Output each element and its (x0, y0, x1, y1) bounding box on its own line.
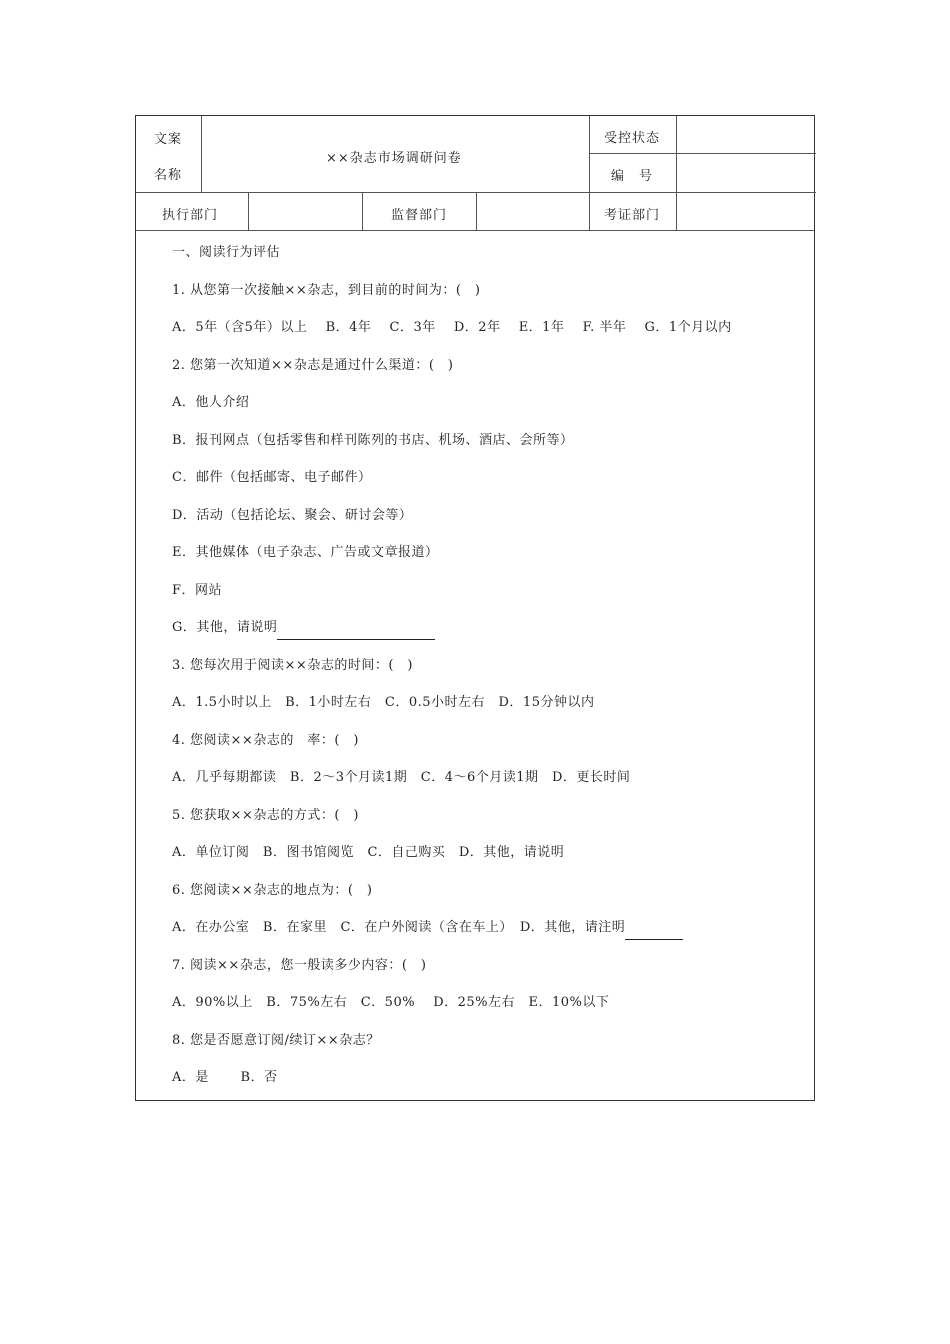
divider (248, 192, 249, 230)
answer-option: B．报刊网点（包括零售和样刊陈列的书店、机场、酒店、会所等） (172, 432, 574, 448)
question: 8. 您是否愿意订阅/续订××杂志？ (172, 1032, 380, 1048)
divider (589, 153, 816, 154)
answer-option: E．其他媒体（电子杂志、广告或文章报道） (172, 545, 439, 560)
doc-title: ××杂志市场调研问卷 (326, 151, 462, 166)
answer-option: F．网站 (172, 582, 223, 598)
answer-option: C．邮件（包括邮寄、电子邮件） (172, 470, 372, 485)
answer-options-with-blank (172, 916, 814, 954)
controlled-status-label: 受控状态 (604, 131, 661, 146)
answer-option: A．他人介绍 (172, 395, 250, 410)
question: 2. 您第一次知道××杂志是通过什么渠道：( ) (172, 357, 454, 373)
divider (676, 116, 677, 230)
answer-options: A．单位订阅 B．图书馆阅览 C．自己购买 D．其他，请说明 (172, 845, 565, 860)
answer-option: D．活动（包括论坛、聚会、研讨会等） (172, 507, 413, 523)
divider (476, 192, 477, 230)
supervise-dept-label: 监督部门 (391, 208, 448, 223)
question: 7. 阅读××杂志，您一般读多少内容：( ) (172, 957, 427, 973)
divider (201, 116, 202, 192)
divider (362, 192, 363, 230)
doc-name-label: 文案 (154, 132, 183, 147)
answer-options: A．5年（含5年）以上 B．4年 C．3年 D．2年 E．1年 F. 半年 G．1个月以内 (172, 320, 732, 335)
document-table (135, 115, 815, 1101)
doc-name-label: 名称 (154, 168, 183, 183)
divider (136, 192, 816, 193)
number-label: 编 号 (611, 169, 654, 184)
answer-options: A．90%以上 B．75%左右 C．50% D．25%左右 E．10%以下 (172, 995, 610, 1010)
answer-options: A．是 B．否 (172, 1070, 278, 1085)
answer-options: A．1.5小时以上 B．1小时左右 C．0.5小时左右 D．15分钟以内 (172, 695, 595, 710)
question: 5. 您获取××杂志的方式：( ) (172, 807, 359, 823)
question: 4. 您阅读××杂志的 率：( ) (172, 732, 359, 748)
answer-options: A．在办公室 B．在家里 C．在户外阅读（含在车上） D．其他，请注明 (172, 920, 626, 935)
document-header (136, 116, 814, 231)
verify-dept-label: 考证部门 (604, 208, 661, 223)
questionnaire-body (136, 231, 814, 1100)
fill-in-blank[interactable] (625, 925, 683, 940)
question: 1. 从您第一次接触××杂志，到目前的时间为：( ) (172, 282, 481, 298)
exec-dept-label: 执行部门 (162, 208, 219, 223)
fill-in-blank[interactable] (277, 625, 435, 640)
answer-option-other (172, 616, 814, 654)
question: 3. 您每次用于阅读××杂志的时间：( ) (172, 657, 413, 673)
section-title: 一、阅读行为评估 (172, 245, 281, 260)
answer-option-label: G．其他，请说明 (172, 620, 278, 635)
divider (589, 116, 590, 230)
question: 6. 您阅读××杂志的地点为：( ) (172, 882, 373, 898)
answer-options: A．几乎每期都读 B．2～3个月读1期 C．4～6个月读1期 D．更长时间 (172, 770, 631, 785)
